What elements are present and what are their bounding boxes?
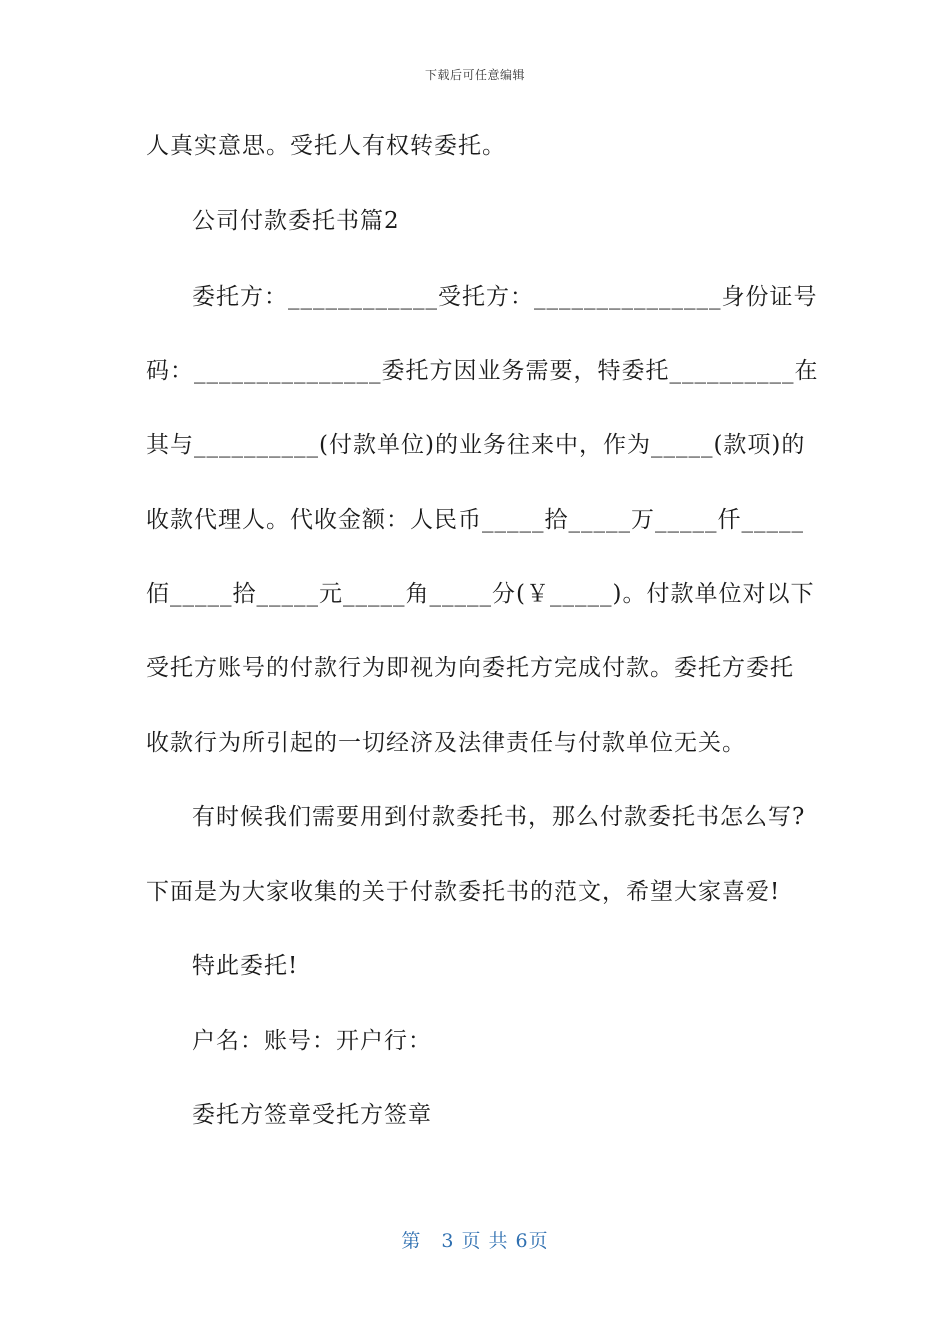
paragraph-line: 其与__________(付款单位)的业务往来中，作为_____(款项)的 <box>146 432 806 458</box>
paragraph-line: 委托方签章受托方签章 <box>192 1102 432 1128</box>
paragraph-line: 收款代理人。代收金额：人民币_____拾_____万_____仟_____ <box>146 507 804 533</box>
paragraph-line: 下面是为大家收集的关于付款委托书的范文，希望大家喜爱! <box>146 879 781 905</box>
paragraph-line: 户名：账号：开户行： <box>192 1028 432 1054</box>
paragraph-line: 人真实意思。受托人有权转委托。 <box>146 133 506 159</box>
section-heading: 公司付款委托书篇2 <box>192 208 400 234</box>
paragraph-line: 码：_______________委托方因业务需要，特委托__________在 <box>146 358 819 384</box>
paragraph-line: 有时候我们需要用到付款委托书，那么付款委托书怎么写? <box>192 804 806 830</box>
page-number: 第 3 页 共 6页 <box>401 1230 549 1252</box>
paragraph-line: 委托方：____________受托方：_______________身份证号 <box>192 284 818 310</box>
paragraph-line: 收款行为所引起的一切经济及法律责任与付款单位无关。 <box>146 730 746 756</box>
paragraph-line: 佰_____拾_____元_____角_____分(￥_____)。付款单位对以下 <box>146 581 815 607</box>
paragraph-line: 特此委托! <box>192 953 299 979</box>
paragraph-line: 受托方账号的付款行为即视为向委托方完成付款。委托方委托 <box>146 655 794 681</box>
header-note: 下载后可任意编辑 <box>424 68 525 82</box>
